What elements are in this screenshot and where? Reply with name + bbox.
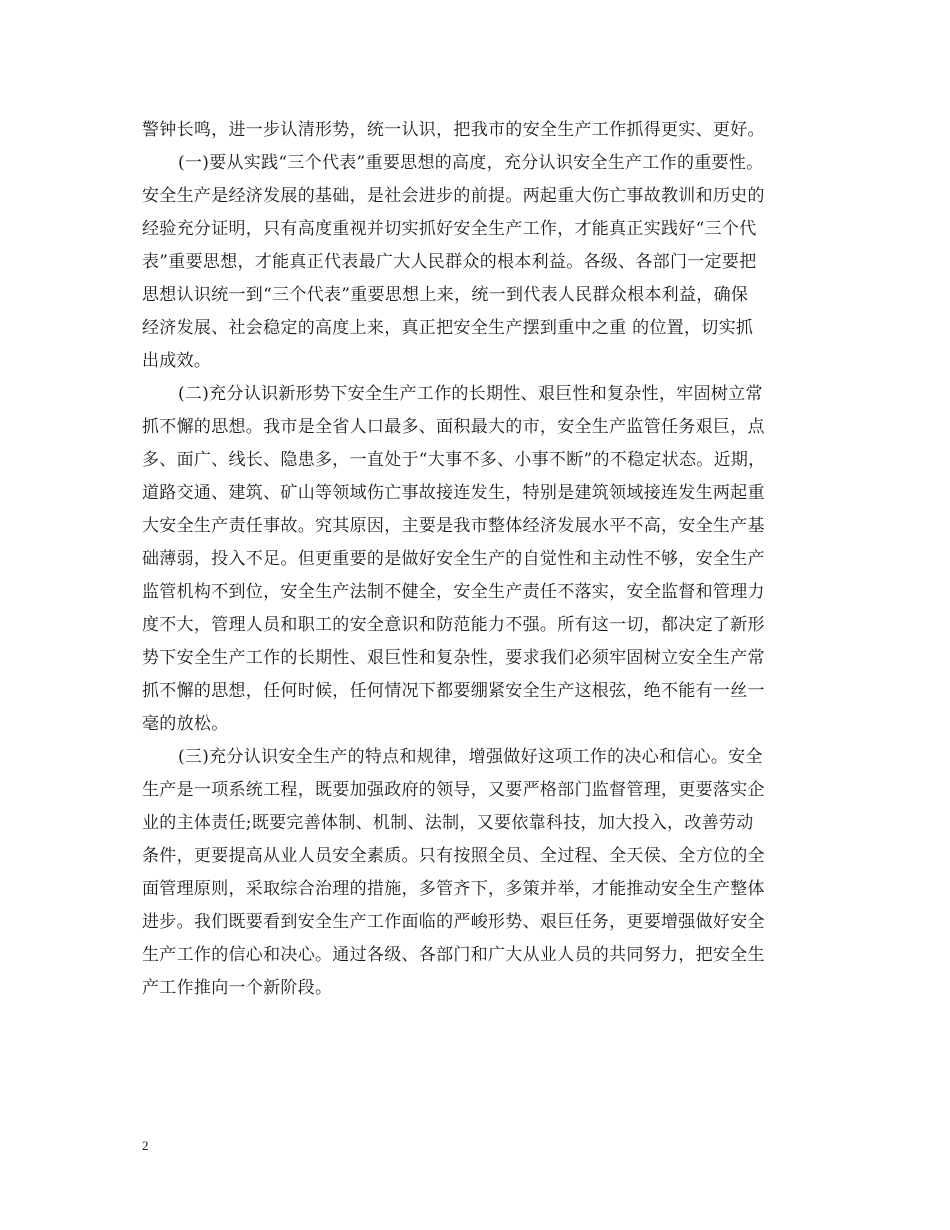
- text-line: 产工作推向一个新阶段。: [142, 978, 333, 998]
- text-line: 生产是一项系统工程，既要加强政府的领导，又要严格部门监督管理，更要落实企: [142, 780, 765, 800]
- text-line: 度不大，管理人员和职工的安全意识和防范能力不强。所有这一切，都决定了新形: [142, 615, 765, 635]
- text-line: 势下安全生产工作的长期性、艰巨性和复杂性，要求我们必须牢固树立安全生产常: [142, 648, 765, 668]
- text-line: 表”重要思想，才能真正代表最广大人民群众的根本利益。各级、各部门一定要把: [142, 252, 757, 272]
- text-line: (三)充分认识安全生产的特点和规律，增强做好这项工作的决心和信心。安全: [178, 747, 763, 767]
- text-line: 础薄弱，投入不足。但更重要的是做好安全生产的自觉性和主动性不够，安全生产: [142, 549, 765, 569]
- text-line: 多、面广、线长、隐患多，一直处于“大事不多、小事不断”的不稳定状态。近期，: [142, 450, 766, 470]
- body-text: [142, 114, 814, 1005]
- text-line: (一)要从实践“三个代表”重要思想的高度，充分认识安全生产工作的重要性。: [178, 153, 764, 173]
- text-line: 监管机构不到位，安全生产法制不健全，安全生产责任不落实，安全监督和管理力: [142, 582, 765, 602]
- text-line: (二)充分认识新形势下安全生产工作的长期性、艰巨性和复杂性，牢固树立常: [178, 384, 763, 404]
- text-line: 抓不懈的思想，任何时候，任何情况下都要绷紧安全生产这根弦，绝不能有一丝一: [142, 681, 765, 701]
- text-line: 业的主体责任;既要完善体制、机制、法制，又要依靠科技，加大投入，改善劳动: [142, 813, 754, 833]
- text-line: 道路交通、建筑、矿山等领域伤亡事故接连发生，特别是建筑领域接连发生两起重: [142, 483, 765, 503]
- text-line: 毫的放松。: [142, 714, 229, 734]
- text-line: 安全生产是经济发展的基础，是社会进步的前提。两起重大伤亡事故教训和历史的: [142, 186, 765, 206]
- text-line: 思想认识统一到“三个代表”重要思想上来，统一到代表人民群众根本利益，确保: [142, 285, 749, 305]
- text-line: 经验充分证明，只有高度重视并切实抓好安全生产工作，才能真正实践好“三个代: [142, 219, 757, 239]
- text-line: 抓不懈的思想。我市是全省人口最多、面积最大的市，安全生产监管任务艰巨，点: [142, 417, 765, 437]
- text-line: 进步。我们既要看到安全生产工作面临的严峻形势、艰巨任务，更要增强做好安全: [142, 912, 765, 932]
- text-line: 条件，更要提高从业人员安全素质。只有按照全员、全过程、全天侯、全方位的全: [142, 846, 765, 866]
- text-line: 面管理原则，采取综合治理的措施，多管齐下，多策并举，才能推动安全生产整体: [142, 879, 765, 899]
- text-line: 大安全生产责任事故。究其原因，主要是我市整体经济发展水平不高，安全生产基: [142, 516, 765, 536]
- text-line: 出成效。: [142, 351, 212, 371]
- text-line: 经济发展、社会稳定的高度上来，真正把安全生产摆到重中之重 的位置，切实抓: [142, 318, 754, 338]
- page-number: 2: [142, 1138, 149, 1153]
- text-line: 警钟长鸣，进一步认清形势，统一认识，把我市的安全生产工作抓得更实、更好。: [142, 120, 765, 140]
- text-line: 生产工作的信心和决心。通过各级、各部门和广大从业人员的共同努力，把安全生: [142, 945, 765, 965]
